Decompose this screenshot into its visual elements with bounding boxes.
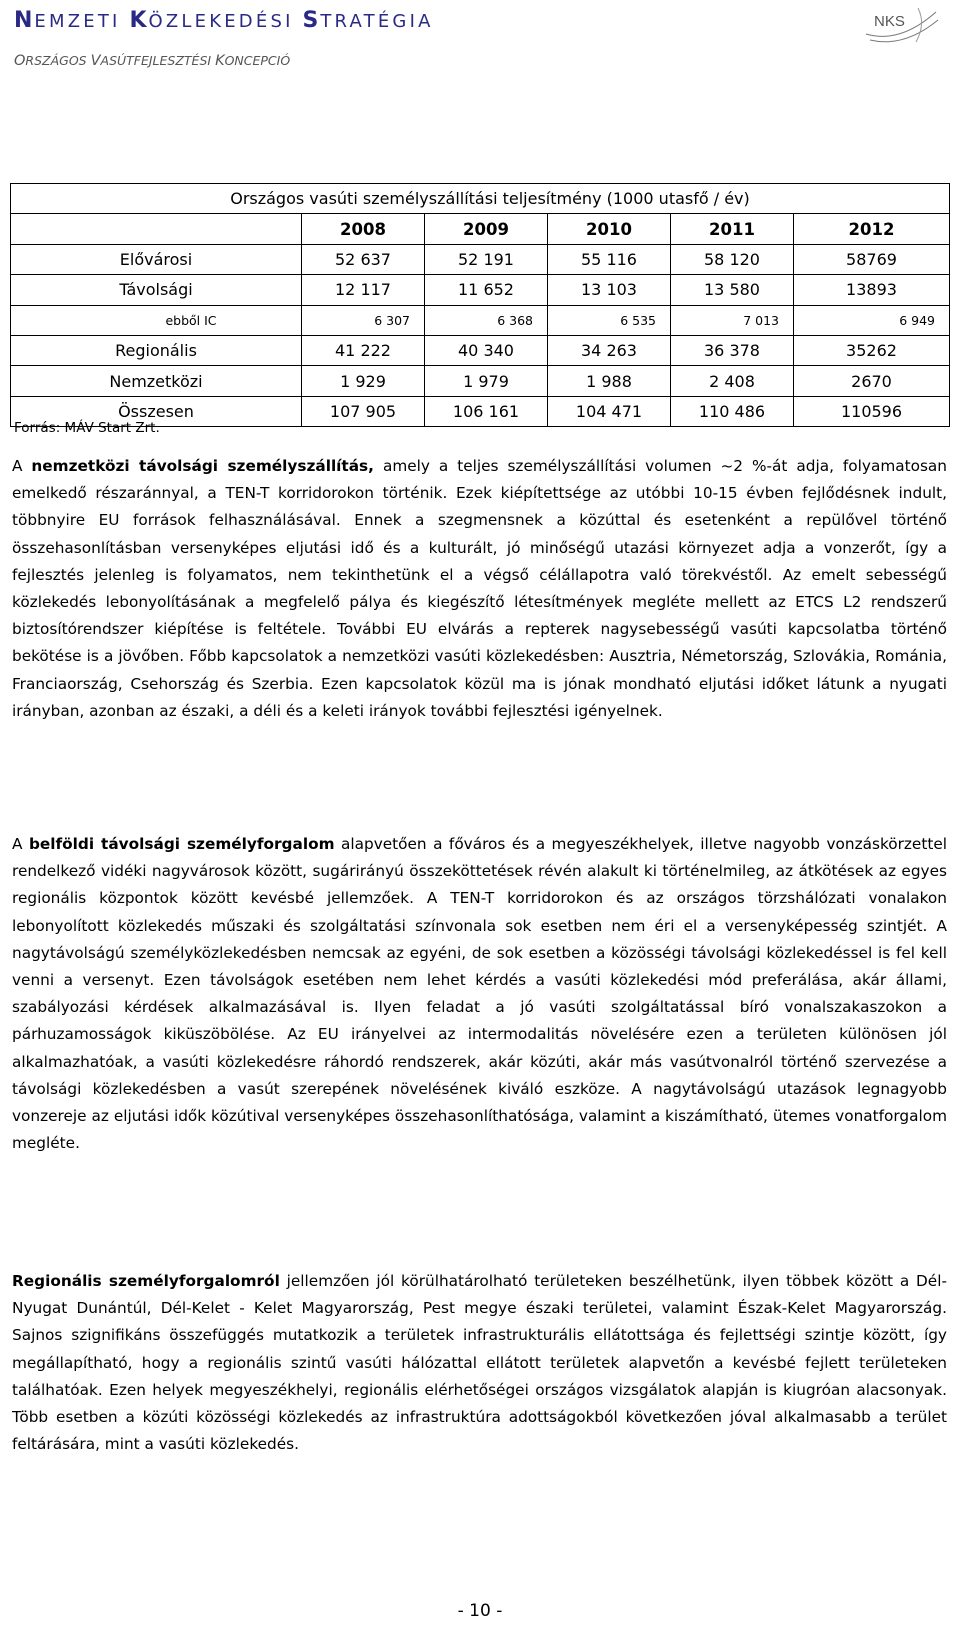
table-caption-row [11, 184, 950, 214]
paragraph-regional: Regionális személyforgalomról jellemzően jól körülhatárolható területeken beszélhetünk, ilyen többek között a Dél-Nyugat Dunántúl, Dél-Kelet - Kelet Magyarország, Pest megye északi területei, valamint Észak-Kelet Magyarország. Sajnos szignifikáns összefüggés mutatkozik a területek infrastrukturális ellátottsága és fejlettségi szintje között, így megállapítható, hogy a regionális szintű vasúti hálózattal ellátott területek alapvetőn a kevésbé fejlett területeken találhatóak. Ezen helyek megyeszékhelyi, regionális elérhetőségei országos vizsgálatok alapján is kiugróan alacsonyak. Több esetben a közúti közösségi közlekedés az infrastruktúra adottságokból következően jóval alkalmasabb a terület feltárására, mint a vasúti közlekedés. [12, 1272, 947, 1454]
table-cell: 12 117 [302, 275, 425, 305]
table-cell: 107 905 [302, 396, 425, 426]
table-cell: 6 368 [425, 305, 548, 335]
table-cell: 106 161 [425, 396, 548, 426]
row-label: Összesen [11, 396, 302, 426]
passenger-statistics-table [10, 183, 950, 427]
table-cell: 35262 [794, 335, 950, 365]
table-row [11, 335, 950, 365]
row-label: Regionális [11, 335, 302, 365]
table-cell: 52 637 [302, 244, 425, 274]
header-word-1: NEMZETI [14, 8, 130, 33]
page-number: - 10 - [457, 1601, 503, 1621]
table-cell: 13 580 [671, 275, 794, 305]
table-cell: 13 103 [548, 275, 671, 305]
header-word-3: STRATÉGIA [302, 8, 434, 33]
table-corner-cell [11, 214, 302, 244]
table-cell: 104 471 [548, 396, 671, 426]
table-cell: 40 340 [425, 335, 548, 365]
table-cell: 110 486 [671, 396, 794, 426]
paragraph-domestic: A belföldi távolsági személyforgalom alapvetően a főváros és a megyeszékhelyek, illetve nagyobb vonzáskörzettel rendelkező vidéki nagyvárosok között, sugárirányú összeköttetések révén alakult ki történelmileg, az átkötések az egyes regionális központok között kevésbé jellemzőek. A TEN-T korridorokon és az országos törzshálózati vonalakon lebonyolított közlekedés műszaki és szolgáltatási színvonala sok esetben nem éri el a versenyképesség szintjét. A nagytávolságú személyközlekedésben nemcsak az egyéni, de sok esetben a közösségi távolsági közlekedéssel is fel kell venni a versenyt. Ezen távolságok esetében nem lehet kérdés a vasúti közlekedési mód preferálása, akár állami, szabályozási kérdések alkalmazásával is. Ilyen feladat a jó vasúti szolgáltatással bíró vonalszakaszokon a párhuzamosságok kiküszöbölése. Az EU irányelvei az intermodalitás növelésére ezen a területen különösen jól alkalmazhatóak, a vasúti közlekedésre ráhordó rendszerek, akár közúti, akár más vasútvonalról történő szervezése a távolsági közlekedésben a vasút szerepének növelésének kiváló eszköze. A nagytávolságú utazások legnagyobb vonzereje az eljutási idők közútival versenyképes összehasonlíthatósága, valamint a kiszámítható, ütemes vonatforgalom megléte. [12, 835, 947, 1153]
paragraph-international: A nemzetközi távolsági személyszállítás, amely a teljes személyszállítási volumen ~2 %-át adja, folyamatosan emelkedő részaránnyal, a TEN-T korridorokon történik. Ezek kiépítettsége az utóbbi 10-15 évben fejlődésnek indult, többnyire EU források felhasználásával. Ennek a szegmensnek a közúttal és esetenként a repülővel történő összehasonlításban versenyképes eljutási idő és a kulturált, jó minőségű utazási környezet adja a vonzerőt, így a fejlesztés jelenleg is folyamatos, nem tekinthetünk el a végső célállapotra való törekvéstől. Az emelt sebességű közlekedés lebonyolításának a megfelelő pálya és kiegészítő létesítmények megléte mellett az ETCS L2 rendszerű biztosítórendszer kiépítése is feltétele. További EU elvárás a repterek nagysebességű vasúti kapcsolatba történő bekötése is a jövőben. Főbb kapcsolatok a nemzetközi vasúti közlekedésben: Ausztria, Németország, Szlovákia, Románia, Franciaország, Csehország és Szerbia. Ezen kapcsolatok közül ma is jónak mondható eljutási időket látunk a nyugati irányban, azonban az északi, a déli és a keleti irányok további fejlesztési igényelnek. [12, 457, 947, 720]
year-header: 2012 [794, 214, 950, 244]
paragraph-emphasis: belföldi távolsági személyforgalom [28, 835, 335, 853]
row-label: Nemzetközi [11, 366, 302, 396]
row-label: Távolsági [11, 275, 302, 305]
document-header-subtitle: ORSZÁGOS VASÚTFEJLESZTÉSI KONCEPCIÓ [14, 53, 291, 69]
table-cell: 1 988 [548, 366, 671, 396]
row-label: Elővárosi [11, 244, 302, 274]
table-row [11, 275, 950, 305]
table-cell: 36 378 [671, 335, 794, 365]
table-cell: 34 263 [548, 335, 671, 365]
nks-logo [860, 4, 940, 46]
logo-lettering: NKS [874, 13, 905, 30]
table-cell: 1 929 [302, 366, 425, 396]
table-caption: Országos vasúti személyszállítási teljesítmény (1000 utasfő / év) [11, 184, 950, 214]
header-word-2: KÖZLEKEDÉSI [129, 8, 303, 33]
table-cell: 58769 [794, 244, 950, 274]
document-header-title [14, 8, 434, 33]
table-cell: 110596 [794, 396, 950, 426]
table-header-row [11, 214, 950, 244]
year-header: 2010 [548, 214, 671, 244]
row-label: ebből IC [11, 305, 302, 335]
paragraph-emphasis: Regionális személyforgalomról [12, 1272, 280, 1290]
table-cell: 6 535 [548, 305, 671, 335]
table-cell: 41 222 [302, 335, 425, 365]
year-header: 2009 [425, 214, 548, 244]
table-cell: 2 408 [671, 366, 794, 396]
table-source-note: Forrás: MÁV Start Zrt. [14, 420, 160, 436]
table-cell: 13893 [794, 275, 950, 305]
table-cell: 6 307 [302, 305, 425, 335]
year-header: 2011 [671, 214, 794, 244]
table-cell: 52 191 [425, 244, 548, 274]
table-row [11, 244, 950, 274]
table-row [11, 366, 950, 396]
year-header: 2008 [302, 214, 425, 244]
table-cell: 2670 [794, 366, 950, 396]
table-cell: 1 979 [425, 366, 548, 396]
table-cell: 7 013 [671, 305, 794, 335]
table-cell: 11 652 [425, 275, 548, 305]
table-cell: 6 949 [794, 305, 950, 335]
table-cell: 55 116 [548, 244, 671, 274]
table-cell: 58 120 [671, 244, 794, 274]
table-subrow [11, 305, 950, 335]
paragraph-emphasis: nemzetközi távolsági személyszállítás, [31, 457, 374, 475]
